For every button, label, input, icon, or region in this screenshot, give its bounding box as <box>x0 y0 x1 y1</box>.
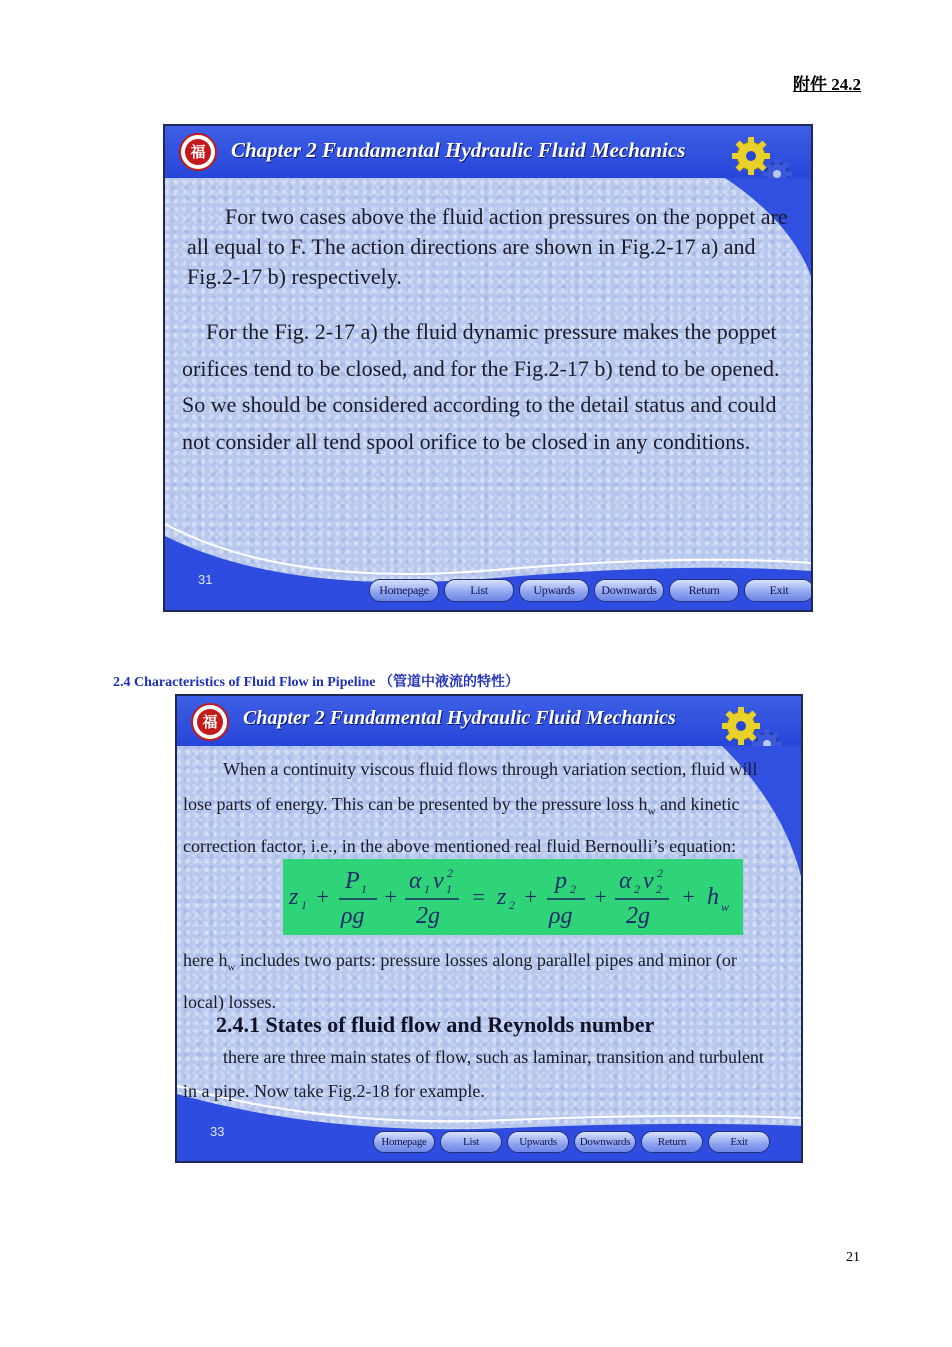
slide-title: Chapter 2 Fundamental Hydraulic Fluid Mechanics <box>243 707 676 729</box>
svg-text:w: w <box>721 900 730 914</box>
slide-navigation <box>373 1131 770 1153</box>
svg-text:1: 1 <box>424 882 430 896</box>
svg-text:1: 1 <box>446 882 452 896</box>
slide-33 <box>175 694 803 1163</box>
homepage-button[interactable]: Homepage <box>369 579 439 602</box>
annex-label: 附件 24.2 <box>793 75 861 94</box>
slide-paragraph-2: For the Fig. 2-17 a) the fluid dynamic pressure makes the poppet orifices tend to be closed, and for the Fig.2-17 b) tend to be opened. So we should be considered according to the detail status and could not consider all tend spool orifice to be closed in any conditions. <box>182 319 780 454</box>
page-number: 21 <box>846 1250 860 1265</box>
svg-text:+: + <box>383 884 398 909</box>
slide-paragraph-states: there are three main states of flow, such as laminar, transition and turbulent in a pipe. Now take Fig.2-18 for example. <box>183 1047 764 1101</box>
university-logo-icon: 福 <box>179 133 217 171</box>
exit-button[interactable]: Exit <box>708 1131 770 1153</box>
svg-text:α: α <box>619 868 632 894</box>
svg-text:h: h <box>707 884 719 910</box>
homepage-button[interactable]: Homepage <box>373 1131 435 1153</box>
svg-text:2: 2 <box>657 866 663 880</box>
svg-text:p: p <box>555 868 567 894</box>
svg-text:2: 2 <box>447 866 453 880</box>
slide-title: Chapter 2 Fundamental Hydraulic Fluid Mechanics <box>231 138 686 162</box>
svg-text:+: + <box>523 884 538 909</box>
university-logo-icon: 福 <box>191 703 229 741</box>
slide-31 <box>163 124 813 612</box>
svg-text:+: + <box>315 884 330 909</box>
slide-paragraph-1: For two cases above the fluid action pressures on the poppet are all equal to F. The action directions are shown in Fig.2-17 a) and Fig.2-17 b) respectively. <box>187 204 788 289</box>
svg-text:+: + <box>681 884 696 909</box>
downwards-button[interactable]: Downwards <box>594 579 664 602</box>
slide-number: 31 <box>198 572 213 587</box>
svg-text:2: 2 <box>634 882 640 896</box>
svg-text:2g: 2g <box>416 903 440 929</box>
upwards-button[interactable]: Upwards <box>507 1131 569 1153</box>
slide-number: 33 <box>210 1124 225 1139</box>
return-button[interactable]: Return <box>669 579 739 602</box>
exit-button[interactable]: Exit <box>744 579 813 602</box>
slide-paragraph-hw: here $h_w$ includes two parts: pressure losses along parallel pipes and minor (or local) losses. <box>183 950 737 1013</box>
svg-text:2: 2 <box>509 898 515 912</box>
svg-text:z: z <box>497 884 507 910</box>
svg-text:P: P <box>345 868 360 894</box>
upwards-button[interactable]: Upwards <box>519 579 589 602</box>
svg-text:v: v <box>643 868 654 894</box>
svg-text:z: z <box>289 884 299 910</box>
svg-text:ρg: ρg <box>549 903 573 929</box>
downwards-button[interactable]: Downwards <box>574 1131 636 1153</box>
section-caption: 2.4 Characteristics of Fluid Flow in Pipeline （管道中液流的特性） <box>113 675 519 690</box>
bernoulli-equation <box>283 859 743 935</box>
svg-text:+: + <box>593 884 608 909</box>
svg-text:2: 2 <box>656 882 662 896</box>
slide-navigation <box>369 579 813 602</box>
svg-text:1: 1 <box>361 882 367 896</box>
svg-text:2g: 2g <box>626 903 650 929</box>
return-button[interactable]: Return <box>641 1131 703 1153</box>
svg-text:v: v <box>433 868 444 894</box>
svg-text:2: 2 <box>570 882 576 896</box>
list-button[interactable]: List <box>440 1131 502 1153</box>
slide-subheading: 2.4.1 States of fluid flow and Reynolds number <box>216 1012 655 1037</box>
svg-text:α: α <box>409 868 422 894</box>
list-button[interactable]: List <box>444 579 514 602</box>
slide-paragraph-intro: When a continuity viscous fluid flows through variation section, fluid will lose parts of energy. This can be presented by the pressure loss $h_w$ and kinetic correction factor, i.e., in the above mentioned real fluid Bernoulli’s equation: <box>183 759 758 856</box>
svg-text:1: 1 <box>301 898 307 912</box>
svg-text:ρg: ρg <box>341 903 365 929</box>
svg-text:=: = <box>471 884 486 909</box>
